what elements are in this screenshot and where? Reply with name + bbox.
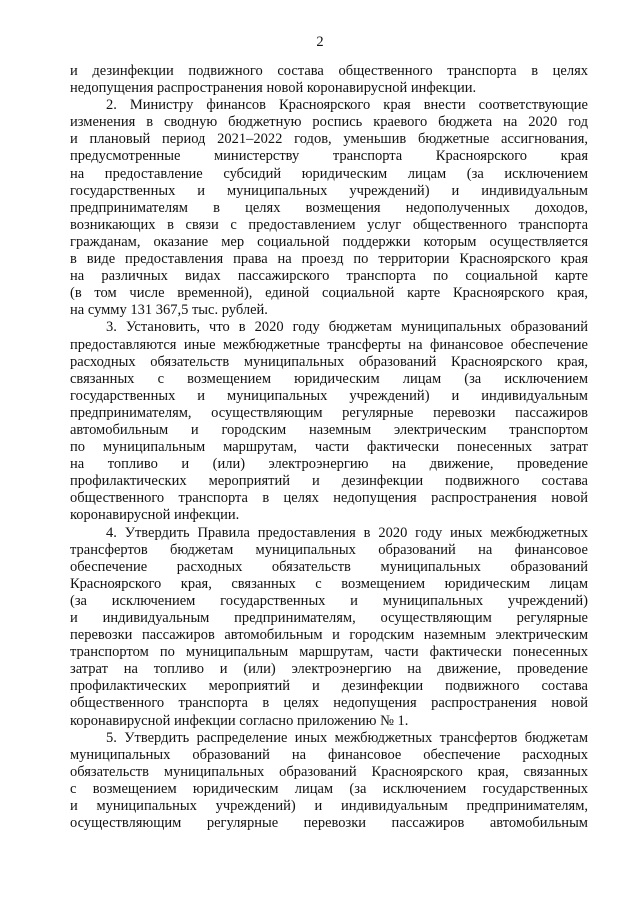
text-line: Красноярского края, связанных с возмещением юридическим лицам: [70, 575, 588, 592]
paragraph-p2: [70, 97, 588, 319]
text-line: по муниципальным маршрутам, части фактически понесенных затрат: [70, 439, 588, 456]
paragraph-p5: [70, 730, 588, 833]
text-line: с возмещением юридическим лицам (за исключением государственных: [70, 780, 588, 797]
text-line: общественного транспорта в целях недопущения распространения новой: [70, 490, 588, 507]
text-line: перевозки пассажиров автомобильным и городским наземным электрическим: [70, 627, 588, 644]
text-line: в виде предоставления права на проезд по территории Красноярского края: [70, 251, 588, 268]
text-line: изменения в сводную бюджетную роспись краевого бюджета на 2020 год: [70, 114, 588, 131]
text-line: предоставляются иные межбюджетные трансферты на финансовое обеспечение: [70, 336, 588, 353]
text-line: осуществляющим регулярные перевозки пассажиров автомобильным: [70, 815, 588, 832]
text-line: предусмотренные министерству транспорта Красноярского края: [70, 148, 588, 165]
text-line: и индивидуальным предпринимателям, осуществляющим регулярные: [70, 610, 588, 626]
text-line: обязательств муниципальных образований Красноярского края, связанных: [70, 763, 588, 780]
text-line: 3. Установить, что в 2020 году бюджетам муниципальных образований: [106, 319, 588, 336]
text-line: автомобильным и городским наземным электрическим транспортом: [70, 421, 588, 438]
text-line: на топливо и (или) электроэнергию на движение, проведение: [70, 456, 588, 473]
text-line: обеспечение расходных обязательств муниципальных образований: [70, 558, 588, 575]
text-line: расходных обязательств муниципальных образований Красноярского края,: [70, 353, 588, 370]
text-line: недопущения распространения новой коронавирусной инфекции.: [70, 80, 477, 97]
text-line: (в том числе временной), единой социальной карте Красноярского края,: [70, 285, 588, 302]
text-line: на различных видах пассажирского транспорта по социальной карте: [70, 268, 588, 285]
text-line: общественного транспорта в целях недопущения распространения новой: [70, 695, 588, 712]
text-line: 2. Министру финансов Красноярского края внести соответствующие: [106, 97, 588, 114]
text-line: профилактических мероприятий и дезинфекции подвижного состава: [70, 678, 588, 695]
text-line: государственных и муниципальных учреждений) и индивидуальным: [70, 387, 588, 404]
text-line: государственных и муниципальных учреждений) и индивидуальным: [70, 182, 588, 199]
text-line: предпринимателям, осуществляющим регулярные перевозки пассажиров: [70, 404, 588, 421]
text-line: и дезинфекции подвижного состава общественного транспорта в целях: [70, 63, 588, 79]
text-line: предпринимателям в целях возмещения недополученных доходов,: [70, 199, 588, 216]
text-line: на сумму 131 367,5 тыс. рублей.: [70, 302, 268, 319]
text-line: возникающих в связи с предоставлением услуг общественного транспорта: [70, 216, 588, 233]
text-line: профилактических мероприятий и дезинфекции подвижного состава: [70, 473, 588, 490]
text-line: коронавирусной инфекции согласно приложению № 1.: [70, 712, 409, 729]
text-line: затрат на топливо и (или) электроэнергию на движение, проведение: [70, 661, 588, 678]
page-number: 2: [316, 34, 324, 50]
text-line: коронавирусной инфекции.: [70, 507, 240, 524]
text-line: (за исключением государственных и муниципальных учреждений): [70, 592, 588, 609]
text-line: транспортом по муниципальным маршрутам, части фактически понесенных: [70, 644, 588, 661]
text-line: 4. Утвердить Правила предоставления в 2020 году иных межбюджетных: [106, 524, 588, 541]
text-line: на предоставление субсидий юридическим лицам (за исключением: [70, 165, 588, 182]
text-line: связанных с возмещением юридическим лицам (за исключением: [70, 370, 588, 387]
text-line: и плановый период 2021–2022 годов, уменьшив бюджетные ассигнования,: [70, 131, 588, 148]
paragraph-p-continued: [70, 63, 588, 97]
text-line: трансфертов бюджетам муниципальных образований на финансовое: [70, 541, 588, 558]
text-line: и муниципальных учреждений) и индивидуальным предпринимателям,: [70, 798, 588, 815]
text-line: гражданам, оказание мер социальной поддержки которым осуществляется: [70, 233, 588, 250]
text-line: 5. Утвердить распределение иных межбюджетных трансфертов бюджетам: [106, 729, 588, 746]
paragraph-p4: [70, 525, 588, 730]
paragraph-p3: [70, 319, 588, 524]
document-body: [70, 63, 588, 832]
text-line: муниципальных образований на финансовое обеспечение расходных: [70, 746, 588, 763]
